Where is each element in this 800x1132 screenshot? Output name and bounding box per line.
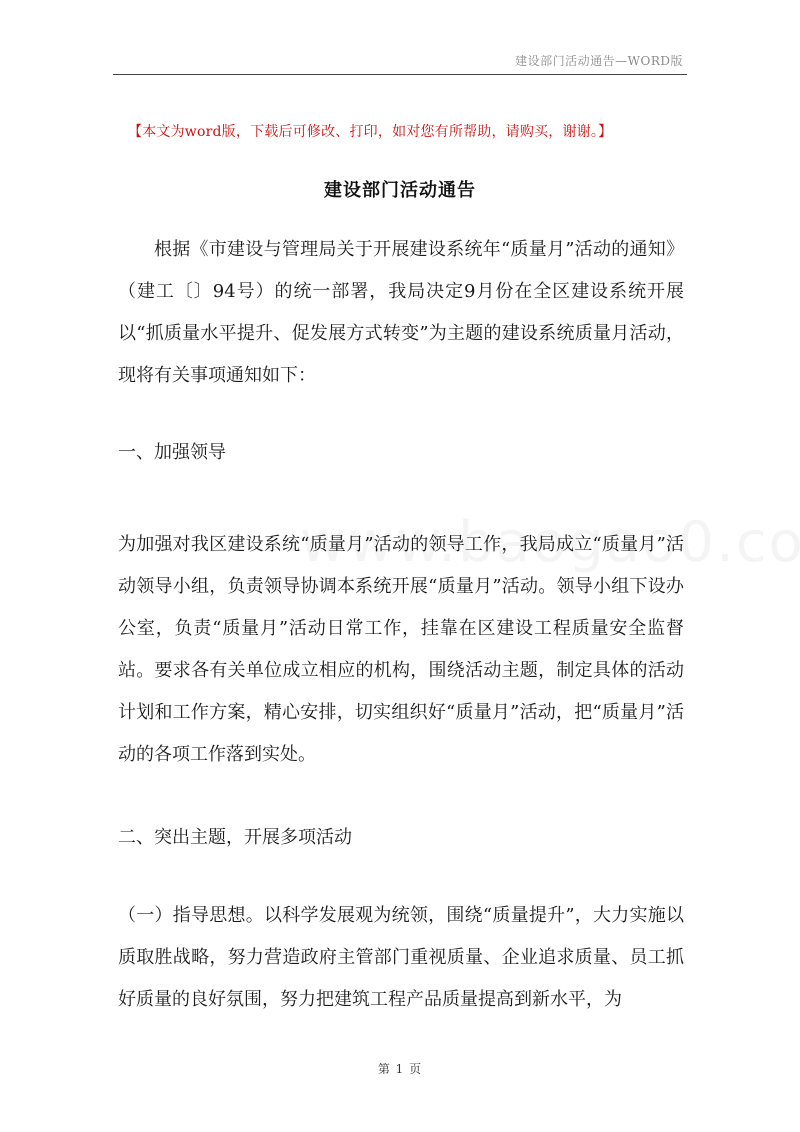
document-title: 建设部门活动通告 — [324, 180, 476, 201]
purchase-notice: 【本文为word版，下载后可修改、打印，如对您有所帮助，请购买，谢谢。】 — [128, 124, 613, 140]
leadership-paragraph: 为加强对我区建设系统“质量月”活动的领导工作，我局成立“质量月”活动领导小组，负责领导协调本系统开展“质量月”活动。领导小组下设办公室，负责“质量月”活动日常工作，挂靠在区建设工程质量安全监督站。要求各有关单位成立相应的机构，围绕活动主题，制定具体的活动计划和工作方案，精心安排，切实组织好“质量月”活动，把“质量月”活动的各项工作落到实处。 — [118, 534, 684, 765]
header-divider — [113, 74, 687, 75]
section-heading-activities: 二、突出主题，开展多项活动 — [118, 827, 352, 848]
guiding-ideology-paragraph: （一）指导思想。以科学发展观为统领，围绕“质量提升”，大力实施以质取胜战略，努力营造政府主管部门重视质量、企业追求质量、员工抓好质量的良好氛围，努力把建筑工程产品质量提高到新水平，为 — [118, 905, 684, 1010]
page-number: 第 1 页 — [377, 1062, 423, 1076]
section-heading-leadership: 一、加强领导 — [118, 442, 226, 463]
running-header: 建设部门活动通告—WORD版 — [515, 54, 683, 68]
intro-paragraph: 根据《市建设与管理局关于开展建设系统年“质量月”活动的通知》（建工〔〕94号）的统一部署，我局决定9月份在全区建设系统开展以“抓质量水平提升、促发展方式转变”为主题的建设系统质量月活动，现将有关事项通知如下： — [118, 239, 684, 386]
